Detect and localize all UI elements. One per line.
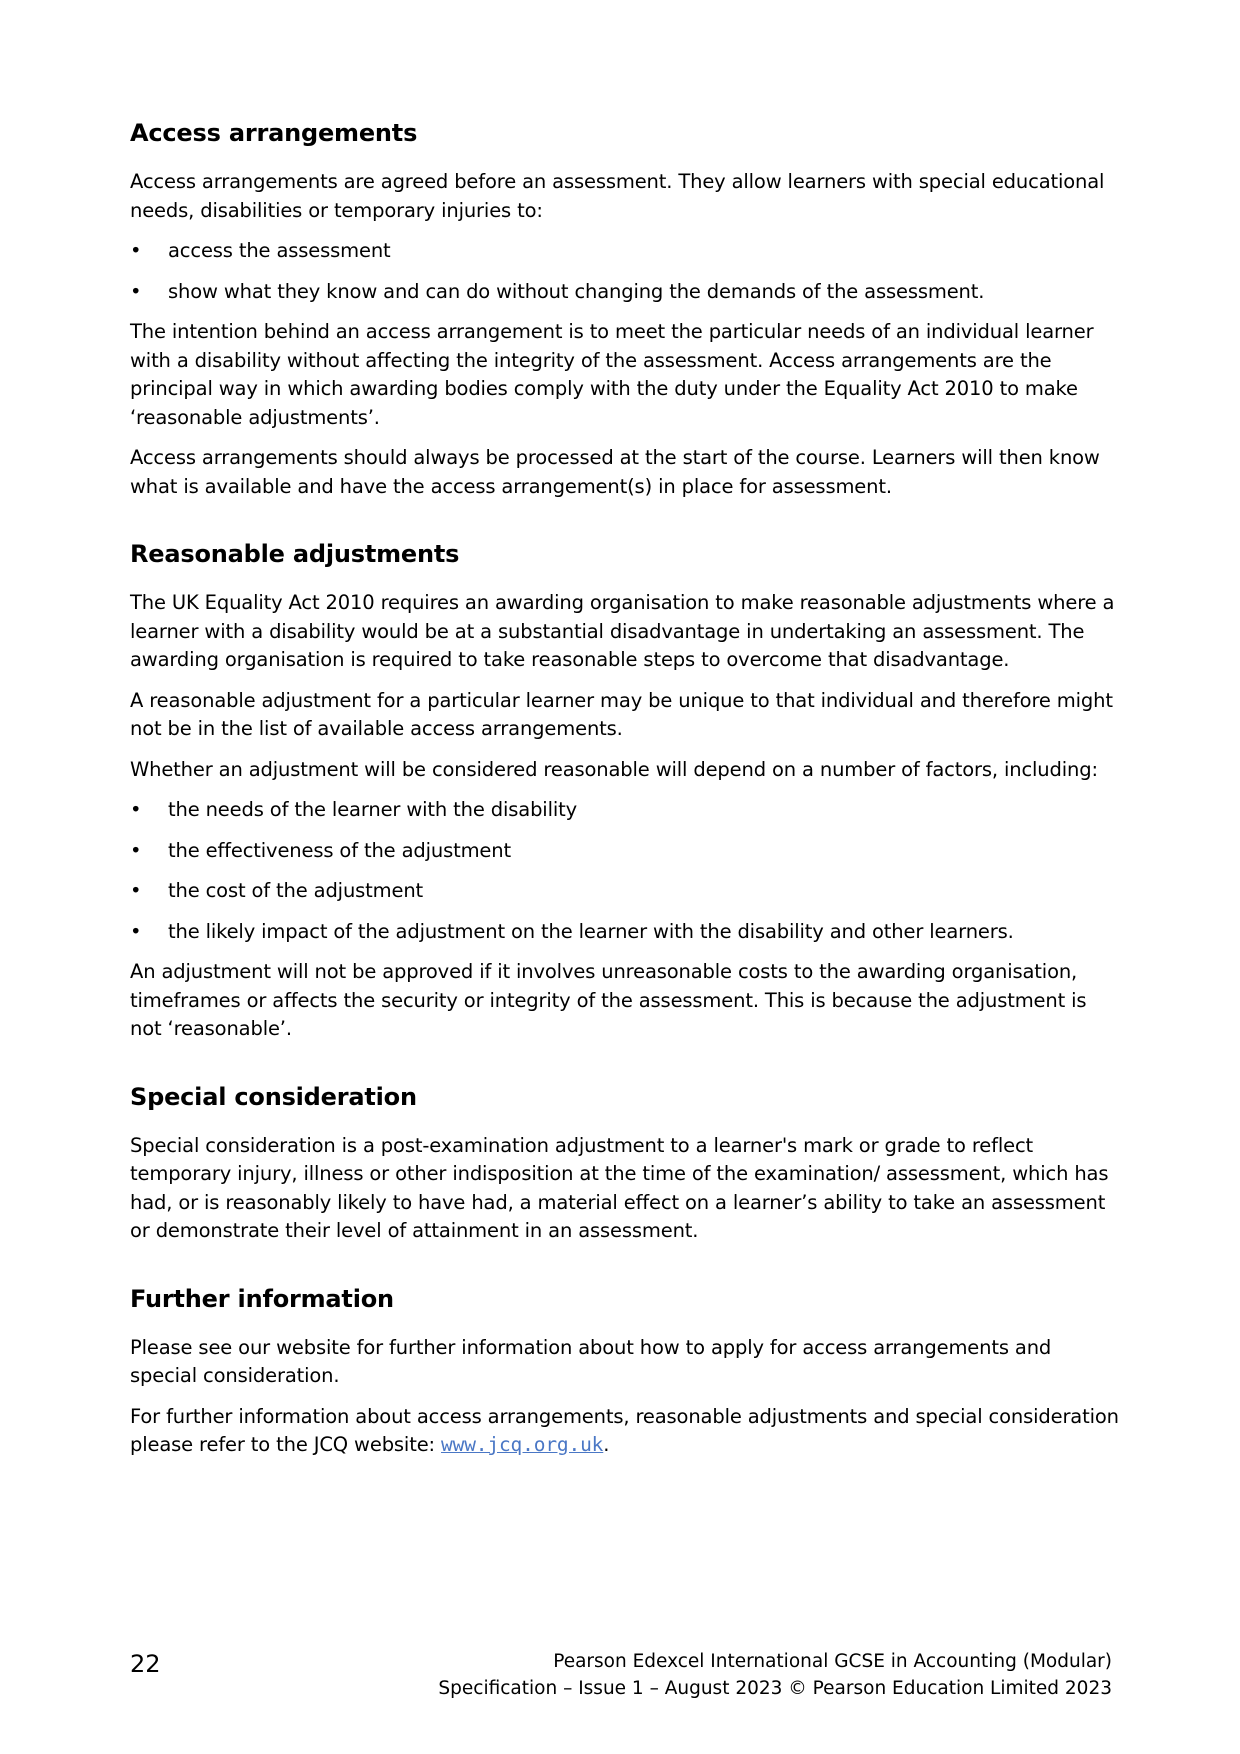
paragraph: An adjustment will not be approved if it involves unreasonable costs to the awarding organisation, timeframes or affects the security or integrity of the assessment. This is because the adjustment is not ‘reasonable’.: [130, 960, 1087, 1040]
footer-line-1: Pearson Edexcel International GCSE in Accounting (Modular): [553, 1651, 1112, 1672]
paragraph: Access arrangements are agreed before an assessment. They allow learners with special educational needs, disabilities or temporary injuries to:: [130, 170, 1105, 222]
bullet-icon: •: [130, 239, 142, 262]
footer-line-2: Specification – Issue 1 – August 2023 © Pearson Education Limited 2023: [438, 1678, 1112, 1699]
heading-further-information: Further information: [130, 1284, 394, 1313]
paragraph: Whether an adjustment will be considered reasonable will depend on a number of factors, including:: [130, 757, 1098, 781]
bullet-list: [130, 237, 1120, 306]
heading-access-arrangements: Access arrangements: [130, 119, 418, 147]
bullet-icon: •: [130, 919, 142, 943]
list-item: • the needs of the learner with the disability: [130, 796, 1120, 825]
paragraph: Access arrangements should always be processed at the start of the course. Learners will then know what is available and have the access arrangement(s) in place for assessment.: [130, 446, 1100, 498]
bullet-icon: •: [130, 798, 142, 821]
paragraph: Special consideration is a post-examination adjustment to a learner's mark or grade to reflect temporary injury, illness or other indisposition at the time of the examination/ assessment, which has had, or is reasonably likely to have had, a material effect on a learner’s ability to take an assessment or demonstrate their level of attainment in an assessment.: [130, 1133, 1109, 1242]
page-content: [130, 118, 1120, 1472]
heading-special-consideration: Special consideration: [130, 1082, 417, 1111]
paragraph: The intention behind an access arrangement is to meet the particular needs of an individual learner with a disability without affecting the integrity of the assessment. Access arrangements are the principal way in which awarding bodies comply with the duty under the Equality Act 2010 to make ‘reasonable adjustments’.: [130, 320, 1094, 429]
bullet-list: [130, 796, 1120, 946]
bullet-icon: •: [130, 879, 142, 902]
list-item: • show what they know and can do without changing the demands of the assessment.: [130, 278, 1120, 307]
jcq-website-link[interactable]: www.jcq.org.uk: [441, 1433, 604, 1456]
list-item: • access the assessment: [130, 237, 1120, 266]
list-item: • the likely impact of the adjustment on the learner with the disability and other learners.: [130, 918, 1120, 947]
bullet-icon: •: [130, 838, 142, 862]
paragraph: A reasonable adjustment for a particular learner may be unique to that individual and therefore might not be in the list of available access arrangements.: [130, 688, 1113, 740]
page-number: 22: [130, 1650, 161, 1678]
footer-publication-info: [438, 1648, 1112, 1702]
list-item: • the cost of the adjustment: [130, 877, 1120, 906]
bullet-icon: •: [130, 279, 142, 303]
paragraph: Please see our website for further information about how to apply for access arrangements and special consideration.: [130, 1335, 1052, 1387]
heading-reasonable-adjustments: Reasonable adjustments: [130, 540, 460, 568]
list-item: • the effectiveness of the adjustment: [130, 837, 1120, 866]
paragraph: The UK Equality Act 2010 requires an awarding organisation to make reasonable adjustments where a learner with a disability would be at a substantial disadvantage in undertaking an assessment. The awarding organisation is required to take reasonable steps to overcome that disadvantage.: [130, 591, 1115, 671]
paragraph-with-link: For further information about access arrangements, reasonable adjustments and special consideration please refer to the JCQ website: www.jcq.org.uk.: [130, 1404, 1119, 1456]
